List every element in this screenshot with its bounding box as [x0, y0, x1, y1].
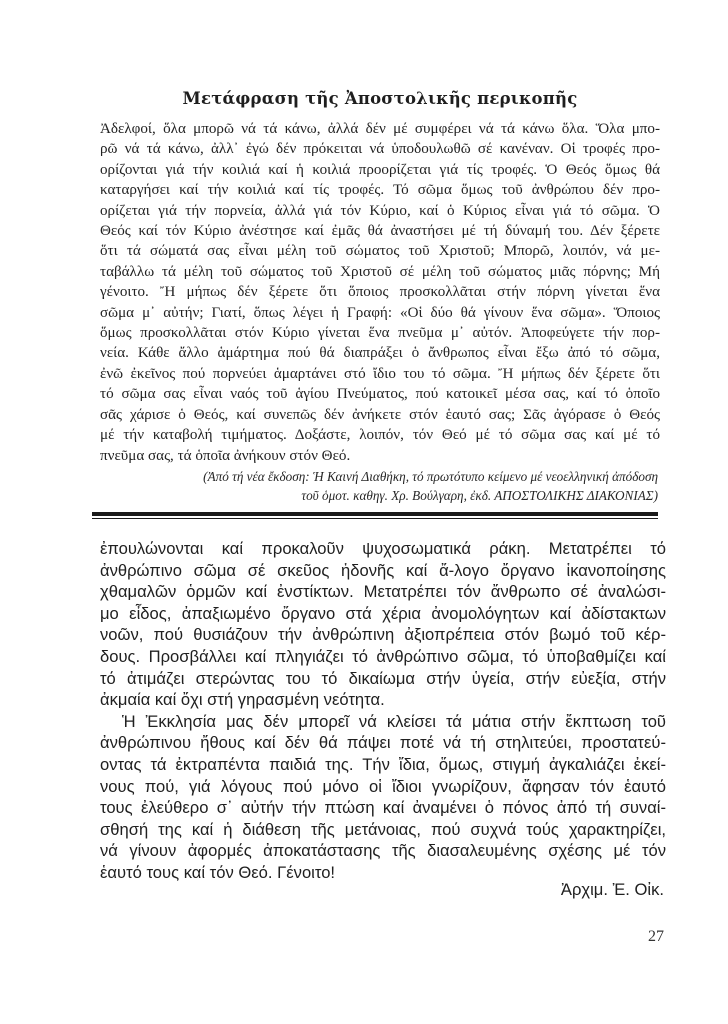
text-line: τους ἐλεύθερο σ᾽ αὐτήν τήν πτώση καί ἀναμένει ὁ πόνος ἀπό τή συναί-: [100, 798, 666, 818]
section-divider: [92, 512, 658, 520]
author-signature: Ἀρχιμ. Ἐ. Οἰκ.: [560, 880, 664, 899]
text-line: ορίζεται γιά τήν πορνεία, ἀλλά γιά τόν Κύριο, καί ὁ Κύριος εἶναι γιά τό σῶμα. Ὁ: [100, 202, 660, 219]
text-line: ὅτι τά σώματά σας εἶναι μέλη τοῦ σώματος τοῦ Χριστοῦ; Μπορῶ, λοιπόν, νά με-: [100, 243, 660, 260]
text-line: ταβάλλω τά μέλη τοῦ σώματος τοῦ Χριστοῦ σέ μέλη τοῦ σώματος μιᾶς πόρνης; Μή: [100, 263, 660, 280]
text-line: ἀνθρώπινου ἤθους καί δέν θά πάψει ποτέ νά τή στηλιτεύει, προστατεύ-: [100, 733, 666, 753]
text-line: ἐνῶ ἐκεῖνος πού πορνεύει ἁμαρτάνει στό ἴδιο του τό σῶμα. Ἤ μήπως δέν ξέρετε ὅτι: [100, 365, 660, 382]
text-line: νοῶν, πού θυσιάζουν τήν ἀνθρώπινη ἀξιοπρέπεια στόν βωμό τοῦ κέρ-: [100, 625, 666, 645]
text-line: Θεός καί τόν Κύριο ἀνέστησε καί ἐμᾶς θά ἀναστήσει μέ τή δύναμή του. Δέν ξέρετε: [100, 223, 660, 240]
section-title: Μετάφραση τῆς Ἀποστολικῆς περικοπῆς: [182, 89, 578, 108]
text-line: ρῶ νά τά κάνω, ἀλλ᾽ ἐγώ δέν πρόκειται νά ὑποδουλωθῶ σέ κανέναν. Οἱ τροφές προ-: [100, 141, 660, 158]
text-line: νά γίνουν ἀφορμές ἀποκατάστασης τῆς διασαλευμένης σχέσης μέ τόν: [100, 841, 666, 861]
text-line: ἑαυτό τους καί τόν Θεό. Γένοιτο!: [100, 862, 336, 882]
text-line: ἐπουλώνονται καί προκαλοῦν ψυχοσωματικά ράκη. Μετατρέπει τό: [100, 539, 666, 558]
page-number: 27: [648, 928, 664, 945]
text-line: μο εἶδος, ἀπαξιωμένο ὄργανο στά χέρια ἀνομολόγητων καί ἀδίστακτων: [100, 603, 666, 623]
text-line: τό ἀτιμάζει στερώντας του τό δικαίωμα στήν ὑγεία, στήν εὐεξία, στήν: [100, 668, 666, 688]
paragraph-start-line: Ἡ Ἐκκλησία μας δέν μπορεῖ νά κλείσει τά μάτια στήν ἔκπτωση τοῦ: [122, 711, 666, 731]
text-line: σθησή της καί ἡ διάθεση τῆς μετάνοιας, πού συχνά τούς χαρακτηρίζει,: [100, 819, 666, 839]
text-line: Ἀδελφοί, ὅλα μπορῶ νά τά κάνω, ἀλλά δέν μέ συμφέρει νά τά κάνω ὅλα. Ὅλα μπο-: [100, 121, 660, 137]
text-line: ἀκμαία καί ὄχι στή γηρασμένη νεότητα.: [100, 690, 385, 710]
text-line: σᾶς χάρισε ὁ Θεός, καί συνεπῶς δέν ἀνήκετε στόν ἑαυτό σας; Σᾶς ἀγόρασε ὁ Θεός: [100, 406, 660, 423]
text-line: πνεῦμα σας, τά ὁποῖα ἀνήκουν στόν Θεό.: [100, 447, 351, 464]
text-line: καταργήσει καί τήν κοιλιά καί τίς τροφές. Τό σῶμα ὅμως τοῦ ἀνθρώπου δέν προ-: [100, 182, 660, 199]
text-line: νεία. Κάθε ἄλλο ἁμάρτημα πού θά διαπράξει ὁ ἄνθρωπος εἶναι ἔξω ἀπό τό σῶμα,: [100, 345, 660, 362]
text-line: ὅμως προσκολλᾶται στόν Κύριο γίνεται ἕνα πνεῦμα μ᾽ αὐτόν. Ἀποφεύγετε τήν πορ-: [100, 325, 660, 342]
text-line: νους πού, γιά λόγους πού μόνο οἱ ἴδιοι γνωρίζουν, ἄφησαν τόν ἑαυτό: [100, 776, 666, 796]
citation-line: (Ἀπό τή νέα ἔκδοση: Ἡ Καινή Διαθήκη, τό πρωτότυπο κείμενο μέ νεοελληνική ἀπόδοση: [203, 469, 658, 484]
text-line: μέ τήν καταβολή τιμήματος. Δοξάστε, λοιπόν, τόν Θεό μέ τό σῶμα σας καί μέ τό: [100, 427, 660, 444]
divider-thin-line: [92, 518, 658, 519]
text-line: δους. Προσβάλλει καί πληγιάζει τό ἀνθρώπινο σῶμα, τό ὑποβαθμίζει καί: [100, 646, 666, 666]
divider-thick-line: [92, 512, 658, 516]
text-line: γένοιτο. Ἤ μήπως δέν ξέρετε ὅτι ὅποιος προσκολλᾶται στήν πόρνη γίνεται ἕνα: [100, 284, 660, 301]
text-line: οντας τά ἐκτραπέντα παιδιά της. Τήν ἴδια, ὅμως, στιγμή ἀγκαλιάζει ἐκεί-: [100, 754, 666, 774]
source-citation: [100, 468, 658, 505]
article-body: [100, 538, 666, 884]
text-line: χθαμαλῶν ὁρμῶν καί ἐνστίκτων. Μετατρέπει τόν ἄνθρωπο σέ ἀναλώσι-: [100, 582, 666, 602]
text-line: σῶμα μ᾽ αὐτήν; Γιατί, ὅπως λέγει ἡ Γραφή: «Οἱ δύο θά γίνουν ἕνα σῶμα». Ὅποιος: [100, 304, 660, 321]
text-line: ἀνθρώπινο σῶμα σέ σκεῦος ἡδονῆς καί ἄ-λογο ὄργανο ἱκανοποίησης: [100, 560, 666, 580]
scripture-translation: [100, 119, 660, 466]
citation-line: τοῦ ὁμοτ. καθηγ. Χρ. Βούλγαρη, ἐκδ. ΑΠΟΣΤΟΛΙΚΗΣ ΔΙΑΚΟΝΙΑΣ): [301, 487, 658, 503]
text-line: ορίζονται γιά τήν κοιλιά καί ἡ κοιλιά προορίζεται γιά τίς τροφές. Ὁ Θεός ὅμως θά: [100, 161, 660, 178]
text-line: τό σῶμα σας εἶναι ναός τοῦ ἁγίου Πνεύματος, πού κατοικεῖ μέσα σας, καί τό ὁποῖο: [100, 386, 660, 403]
